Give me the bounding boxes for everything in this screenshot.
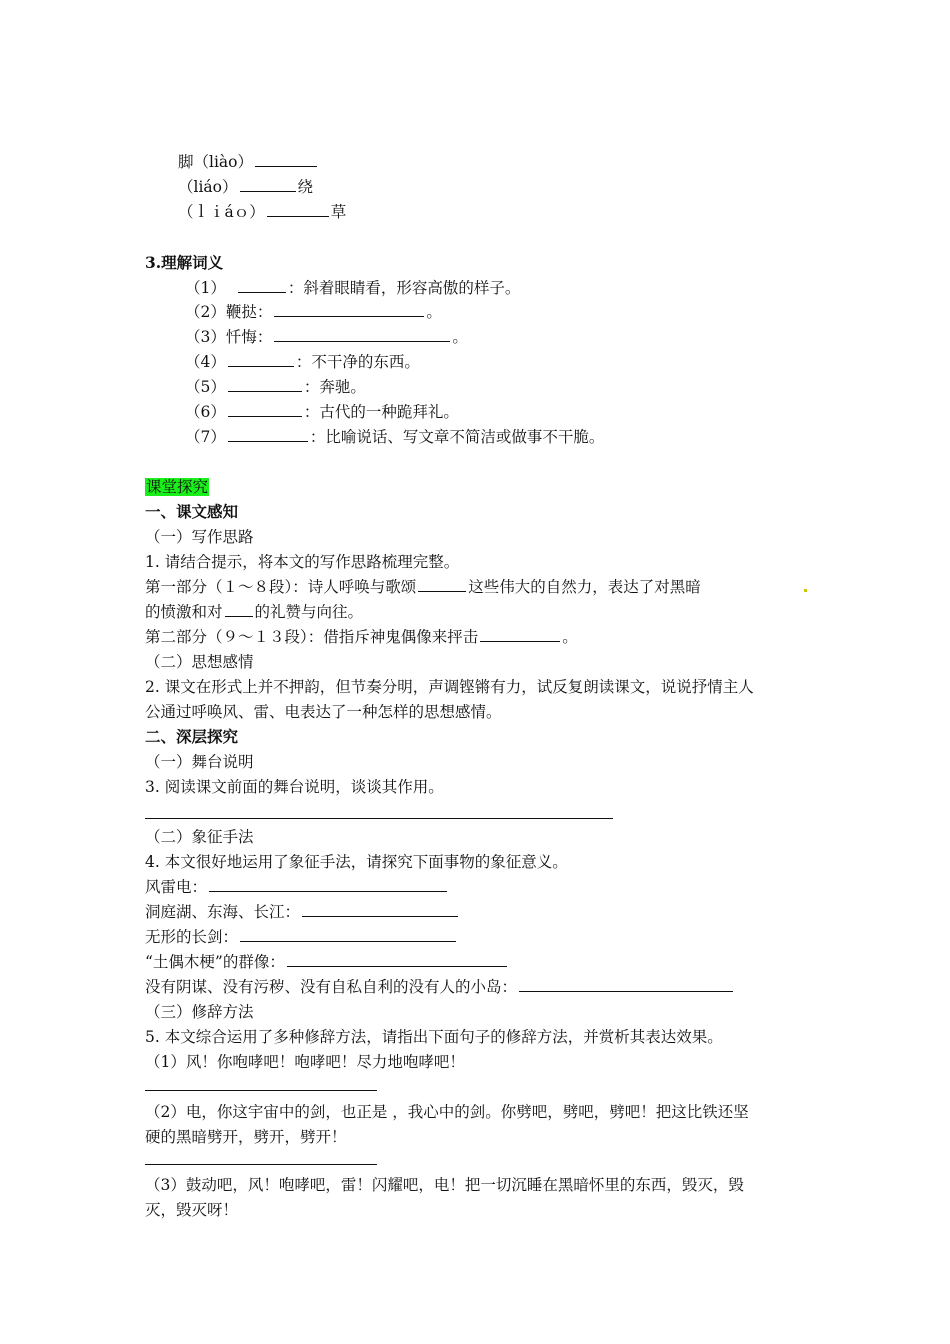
symbol-label: 没有阴谋、没有污秽、没有自私自利的没有人的小岛： bbox=[145, 978, 518, 996]
symbol-label: “土偶木梗”的群像： bbox=[145, 953, 285, 971]
part2-line bbox=[145, 627, 578, 647]
answer-blank[interactable] bbox=[418, 577, 466, 592]
pinyin-2-prefix: （liáo） bbox=[178, 178, 238, 196]
sentence-1: （1）风！你咆哮吧！咆哮吧！尽力地咆哮吧！ bbox=[145, 1053, 465, 1071]
question-1: 1. 请结合提示，将本文的写作思路梳理完整。 bbox=[145, 553, 460, 571]
item-definition: ：古代的一种跪拜礼。 bbox=[303, 403, 459, 421]
answer-line[interactable] bbox=[145, 1090, 377, 1091]
answer-blank[interactable] bbox=[225, 602, 253, 617]
answer-blank[interactable] bbox=[287, 952, 507, 967]
answer-blank[interactable] bbox=[228, 352, 294, 367]
answer-blank[interactable] bbox=[228, 402, 302, 417]
answer-line[interactable] bbox=[145, 1164, 377, 1165]
text: 这些伟大的自然力，表达了对黑暗 bbox=[468, 578, 701, 596]
pinyin-1-prefix: 脚（liào） bbox=[178, 153, 253, 171]
pinyin-3-prefix: （ｌｉáｏ） bbox=[178, 203, 265, 221]
pinyin-line-2 bbox=[178, 177, 313, 197]
section-tag-label: 课堂探究 bbox=[146, 478, 209, 496]
section-heading-1: 一、课文感知 bbox=[145, 502, 239, 521]
item-definition: 。 bbox=[452, 328, 468, 346]
symbol-label: 无形的长剑： bbox=[145, 928, 239, 946]
item-number: （1） bbox=[185, 279, 226, 297]
item-number: （5） bbox=[185, 378, 226, 396]
item-number: （3） bbox=[185, 328, 226, 346]
text: 的愤激和对 bbox=[145, 603, 223, 621]
item-definition: ：斜着眼睛看，形容高傲的样子。 bbox=[287, 279, 521, 297]
answer-blank[interactable] bbox=[267, 202, 329, 217]
item-number: （4） bbox=[185, 353, 226, 371]
item-word: 忏悔： bbox=[225, 328, 273, 346]
subheading-2: （二）思想感情 bbox=[145, 653, 254, 671]
sentence-2-line-1: （2）电，你这宇宙中的剑，也正是 ，我心中的剑。你劈吧，劈吧，劈吧！把这比铁还坚 bbox=[145, 1103, 749, 1121]
answer-blank[interactable] bbox=[255, 152, 317, 167]
answer-blank[interactable] bbox=[240, 177, 296, 192]
sentence-3-line-2: 灭，毁灭呀！ bbox=[145, 1201, 239, 1219]
item-definition: 。 bbox=[426, 303, 442, 321]
vocab-item-1 bbox=[185, 278, 520, 298]
answer-blank[interactable] bbox=[302, 902, 458, 917]
question-5: 5. 本文综合运用了多种修辞方法，请指出下面句子的修辞方法，并赏析其表达效果。 bbox=[145, 1028, 723, 1046]
question-2-line-2: 公通过呼唤风、雷、电表达了一种怎样的思想感情。 bbox=[145, 703, 502, 721]
answer-line[interactable] bbox=[145, 818, 613, 819]
pinyin-line-1 bbox=[178, 152, 319, 172]
text: 第二部分（９～１３段）：借指斥神鬼偶像来抨击 bbox=[145, 628, 479, 646]
section-heading-2: 二、深层探究 bbox=[145, 727, 239, 746]
part1-line-2 bbox=[145, 602, 363, 622]
vocab-item-4 bbox=[185, 352, 420, 372]
symbol-label: 洞庭湖、东海、长江： bbox=[145, 903, 301, 921]
answer-blank[interactable] bbox=[519, 977, 733, 992]
subheading-4: （二）象征手法 bbox=[145, 828, 254, 846]
question-2-line-1: 2. 课文在形式上并不押韵，但节奏分明，声调铿锵有力，试反复朗读课文，说说抒情主人 bbox=[145, 678, 754, 696]
question-3: 3. 阅读课文前面的舞台说明，谈谈其作用。 bbox=[145, 778, 444, 796]
pinyin-line-3 bbox=[178, 202, 346, 222]
pinyin-2-suffix: 绕 bbox=[297, 178, 314, 196]
subheading-5: （三）修辞方法 bbox=[145, 1003, 254, 1021]
symbol-item-4 bbox=[145, 952, 509, 972]
subheading-1: （一）写作思路 bbox=[145, 528, 254, 546]
text: 。 bbox=[562, 628, 578, 646]
vocab-item-2 bbox=[185, 302, 442, 322]
answer-blank[interactable] bbox=[228, 427, 308, 442]
item-number: （6） bbox=[185, 403, 226, 421]
text: 的礼赞与向往。 bbox=[254, 603, 364, 621]
answer-blank[interactable] bbox=[228, 377, 302, 392]
answer-blank[interactable] bbox=[274, 302, 424, 317]
sentence-2-line-2: 硬的黑暗劈开，劈开，劈开！ bbox=[145, 1128, 347, 1146]
vocab-item-6 bbox=[185, 402, 459, 422]
text: 第一部分（１～８段）：诗人呼唤与歌颂 bbox=[145, 578, 417, 596]
part1-line-1 bbox=[145, 577, 701, 597]
symbol-item-1 bbox=[145, 877, 449, 897]
item-definition: ：不干净的东西。 bbox=[295, 353, 420, 371]
symbol-item-5 bbox=[145, 977, 735, 997]
answer-blank[interactable] bbox=[240, 927, 456, 942]
vocab-heading: 3.理解词义 bbox=[145, 253, 224, 272]
item-word: 鞭挞： bbox=[225, 303, 273, 321]
question-4: 4. 本文很好地运用了象征手法，请探究下面事物的象征意义。 bbox=[145, 853, 568, 871]
answer-blank[interactable] bbox=[209, 877, 447, 892]
symbol-label: 风雷电： bbox=[145, 878, 208, 896]
symbol-item-3 bbox=[145, 927, 458, 947]
vocab-item-5 bbox=[185, 377, 366, 397]
item-definition: ：比喻说话、写文章不简洁或做事不干脆。 bbox=[309, 428, 605, 446]
section-tag bbox=[145, 477, 209, 497]
item-definition: ：奔驰。 bbox=[303, 378, 366, 396]
answer-blank[interactable] bbox=[274, 327, 450, 342]
sentence-3-line-1: （3）鼓动吧，风！咆哮吧，雷！闪耀吧，电！把一切沉睡在黑暗怀里的东西，毁灭，毁 bbox=[145, 1176, 744, 1194]
vocab-item-7 bbox=[185, 427, 604, 447]
subheading-3: （一）舞台说明 bbox=[145, 753, 254, 771]
symbol-item-2 bbox=[145, 902, 460, 922]
stray-mark bbox=[804, 589, 807, 592]
answer-blank[interactable] bbox=[480, 627, 560, 642]
answer-blank[interactable] bbox=[238, 278, 286, 293]
pinyin-3-suffix: 草 bbox=[330, 203, 347, 221]
item-number: （2） bbox=[185, 303, 226, 321]
item-number: （7） bbox=[185, 428, 226, 446]
vocab-item-3 bbox=[185, 327, 468, 347]
